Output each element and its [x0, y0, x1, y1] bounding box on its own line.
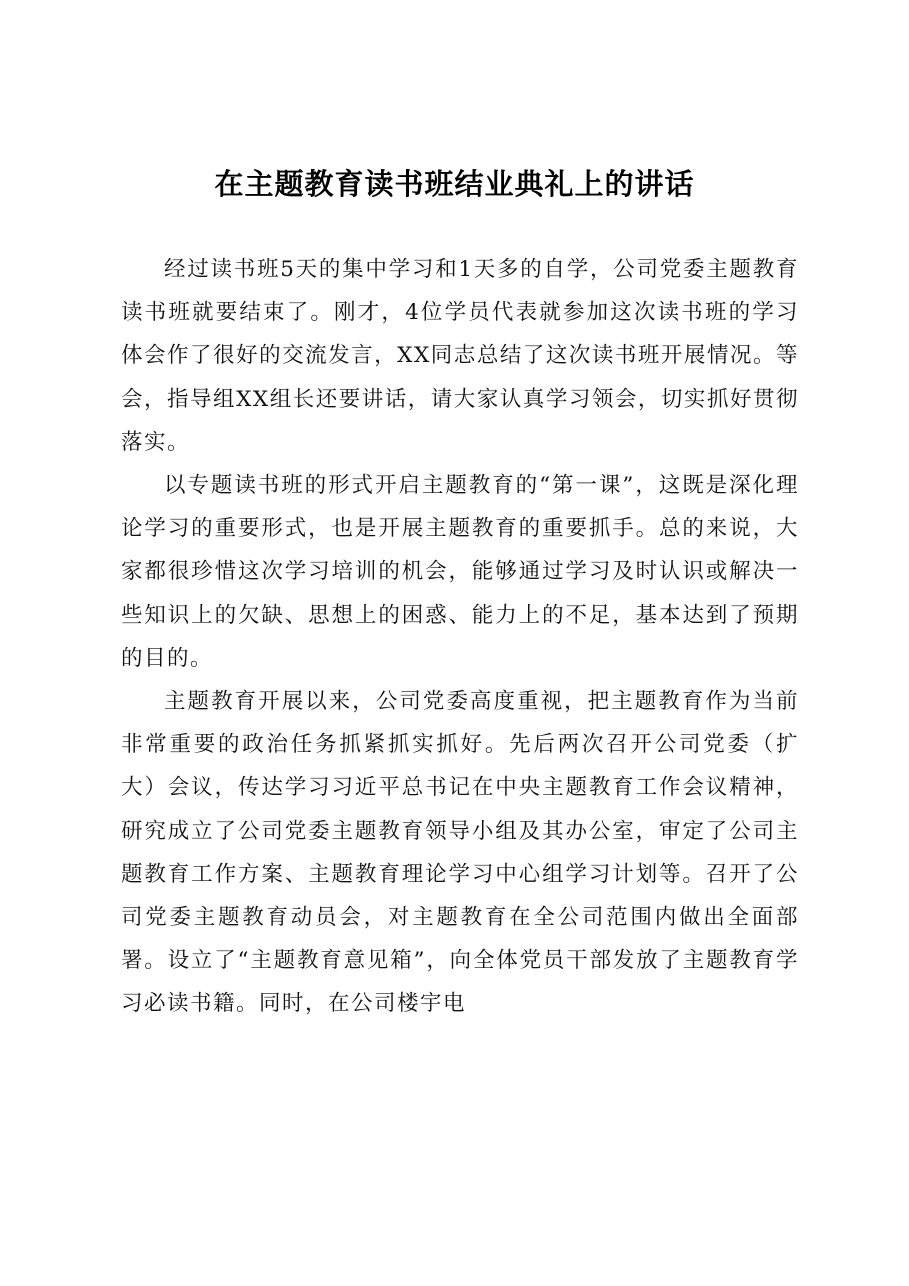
document-body: [121, 248, 799, 1026]
paragraph-1: 经过读书班5天的集中学习和1天多的自学，公司党委主题教育读书班就要结束了。刚才，4位学员代表就参加这次读书班的学习体会作了很好的交流发言，XX同志总结了这次读书班开展情况。等会，指导组XX组长还要讲话，请大家认真学习领会，切实抓好贯彻落实。: [121, 257, 799, 455]
paragraph-2: 以专题读书班的形式开启主题教育的“第一课”，这既是深化理论学习的重要形式，也是开展主题教育的重要抓手。总的来说，大家都很珍惜这次学习培训的机会，能够通过学习及时认识或解决一些知识上的欠缺、思想上的困惑、能力上的不足，基本达到了预期的目的。: [121, 473, 799, 671]
document-title: 在主题教育读书班结业典礼上的讲话: [214, 167, 695, 201]
paragraph-3: 主题教育开展以来，公司党委高度重视，把主题教育作为当前非常重要的政治任务抓紧抓实抓好。先后两次召开公司党委（扩大）会议，传达学习习近平总书记在中央主题教育工作会议精神，研究成立了公司党委主题教育领导小组及其办公室，审定了公司主题教育工作方案、主题教育理论学习中心组学习计划等。召开了公司党委主题教育动员会，对主题教育在全公司范围内做出全面部署。设立了“主题教育意见箱”，向全体党员干部发放了主题教育学习必读书籍。同时，在公司楼宇电: [121, 689, 799, 1017]
